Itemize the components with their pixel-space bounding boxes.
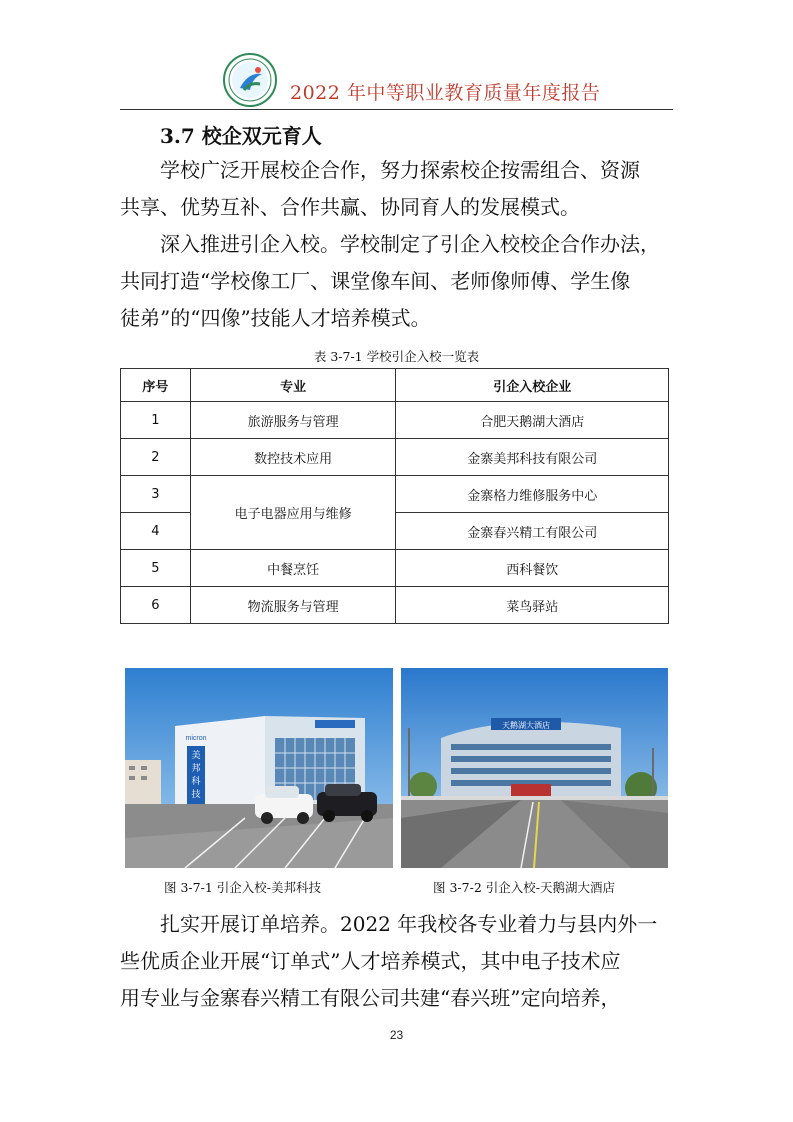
figure-caption-2: 图 3-7-2 引企入校-天鹅湖大酒店 bbox=[433, 880, 615, 895]
table-row bbox=[121, 439, 669, 476]
cell-major: 物流服务与管理 bbox=[190, 587, 396, 624]
paragraph-order-training bbox=[120, 906, 680, 1017]
school-logo bbox=[222, 52, 278, 108]
figure-caption-1: 图 3-7-1 引企入校-美邦科技 bbox=[164, 880, 321, 895]
cell-company: 金寨格力维修服务中心 bbox=[396, 476, 669, 513]
cell-company: 合肥天鹅湖大酒店 bbox=[396, 402, 669, 439]
enterprise-table bbox=[120, 368, 669, 624]
table-row bbox=[121, 402, 669, 439]
paragraph-enterprise-in-school bbox=[120, 226, 680, 337]
paragraph-line: 用专业与金寨春兴精工有限公司共建“春兴班”定向培养， bbox=[120, 986, 621, 1010]
cell-company: 菜鸟驿站 bbox=[396, 587, 669, 624]
table-header-row bbox=[121, 369, 669, 402]
report-title: 2022 年中等职业教育质量年度报告 bbox=[290, 82, 601, 104]
table-row bbox=[121, 550, 669, 587]
paragraph-line: 深入推进引企入校。学校制定了引企入校校企合作办法， bbox=[160, 232, 660, 256]
cell-major: 旅游服务与管理 bbox=[190, 402, 396, 439]
paragraph-line: 学校广泛开展校企合作，努力探索校企按需组合、资源 bbox=[160, 158, 640, 182]
building-sign-char: 美 bbox=[191, 750, 201, 760]
cell-company: 金寨美邦科技有限公司 bbox=[396, 439, 669, 476]
cell-company: 金寨春兴精工有限公司 bbox=[396, 513, 669, 550]
page-header bbox=[120, 48, 673, 110]
hotel-sign-text: 天鹅湖大酒店 bbox=[502, 721, 550, 730]
cell-major: 电子电器应用与维修 bbox=[190, 476, 396, 550]
section-heading: 3.7 校企双元育人 bbox=[160, 124, 322, 148]
building-sign-char: 科 bbox=[191, 776, 201, 786]
column-header-major: 专业 bbox=[190, 369, 396, 402]
cell-number: 4 bbox=[121, 513, 191, 550]
paragraph-cooperation-model bbox=[120, 152, 680, 226]
paragraph-line: 徒弟”的“四像”技能人才培养模式。 bbox=[120, 306, 431, 330]
building-sign-char: 邦 bbox=[191, 763, 201, 773]
column-header-number: 序号 bbox=[121, 369, 191, 402]
cell-number: 6 bbox=[121, 587, 191, 624]
cell-number: 5 bbox=[121, 550, 191, 587]
paragraph-line: 共同打造“学校像工厂、课堂像车间、老师像师傅、学生像 bbox=[120, 269, 631, 293]
page-number: 23 bbox=[389, 1028, 404, 1042]
photo-meibang-technology bbox=[125, 668, 393, 868]
column-header-company: 引企入校企业 bbox=[396, 369, 669, 402]
paragraph-line: 扎实开展订单培养。2022 年我校各专业着力与县内外一 bbox=[160, 912, 658, 936]
table-row bbox=[121, 476, 669, 513]
building-brand-text: micron bbox=[185, 735, 207, 742]
header-divider bbox=[120, 109, 673, 110]
table-caption: 表 3-7-1 学校引企入校一览表 bbox=[313, 349, 480, 364]
table-row bbox=[121, 587, 669, 624]
cell-number: 3 bbox=[121, 476, 191, 513]
cell-number: 2 bbox=[121, 439, 191, 476]
cell-major: 中餐烹饪 bbox=[190, 550, 396, 587]
cell-number: 1 bbox=[121, 402, 191, 439]
building-sign-char: 技 bbox=[191, 789, 201, 799]
cell-company: 西科餐饮 bbox=[396, 550, 669, 587]
cell-major: 数控技术应用 bbox=[190, 439, 396, 476]
paragraph-line: 些优质企业开展“订单式”人才培养模式，其中电子技术应 bbox=[120, 949, 621, 973]
photo-tianehu-hotel bbox=[401, 668, 668, 868]
paragraph-line: 共享、优势互补、合作共赢、协同育人的发展模式。 bbox=[120, 195, 580, 219]
